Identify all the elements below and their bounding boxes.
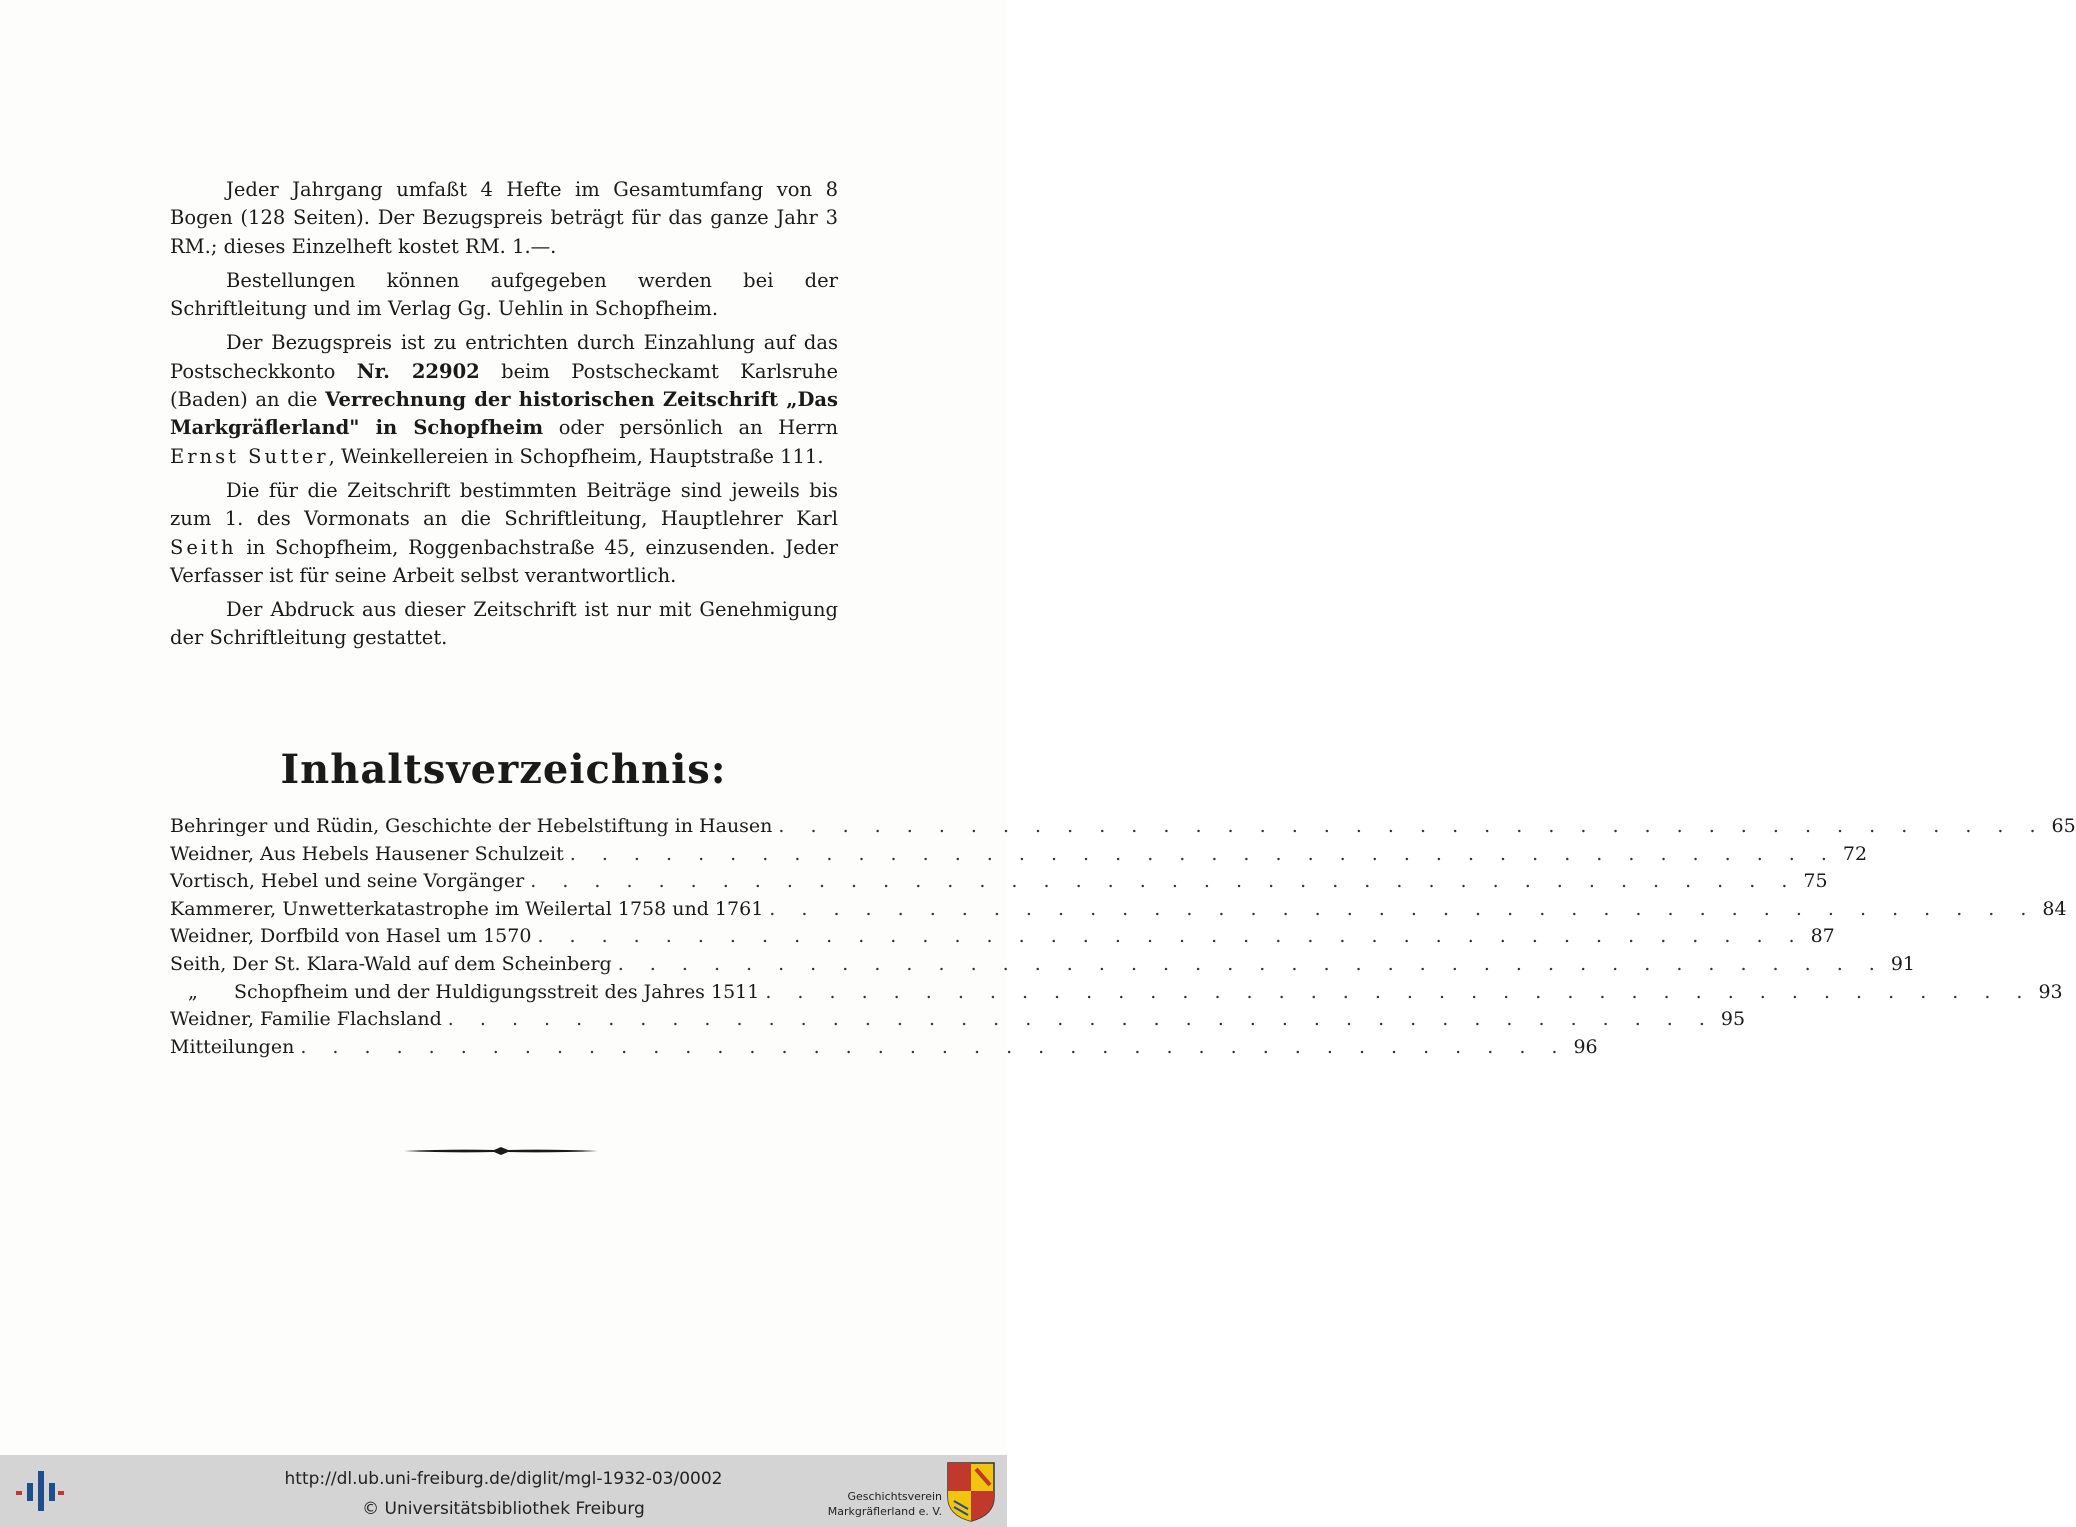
toc-page-number: 95: [1720, 1008, 1746, 1031]
copyright-text: © Universitätsbibliothek Freiburg: [362, 1499, 645, 1519]
toc-page-number: 65: [2051, 815, 2076, 837]
paragraph-subscription: Jeder Jahrgang umfaßt 4 Hefte im Gesamtumfang von 8 Bogen (128 Seiten). Der Bezugspreis beträgt für das ganze Jahr 3 RM.; dieses Einzelheft kostet RM. 1.—.: [170, 178, 838, 258]
paragraph-payment: [170, 329, 838, 470]
toc-entry-title: [170, 1036, 294, 1058]
toc-entry: [170, 842, 1868, 871]
table-of-contents: [170, 815, 2076, 1063]
markgraeflerland-crest-icon[interactable]: [946, 1461, 996, 1523]
toc-page-number: 96: [1573, 1035, 1598, 1058]
payment-text-g: , Weinkellereien in Schopfheim, Hauptstraße 111.: [328, 444, 824, 468]
toc-entry-title: [170, 843, 564, 865]
toc-entry: [170, 1035, 1598, 1064]
toc-entry-text: Weidner, Aus Hebels Hausener Schulzeit: [170, 842, 564, 865]
toc-entry-text: Weidner, Familie Flachsland: [170, 1008, 442, 1031]
paragraph-contributions: [170, 477, 838, 590]
payment-text-c: beim Postscheckamt Karlsruhe (Baden) an die: [170, 359, 839, 412]
society-line-2: Markgräflerland e. V.: [827, 1505, 942, 1518]
toc-title: Inhaltsverzeichnis:: [280, 746, 727, 793]
toc-entry-title: [170, 898, 763, 920]
toc-page-number: 93: [2038, 980, 2063, 1003]
toc-leader-dots: . . . . . . . . . . . . . . . . . . . . . . . . . . . . . . . . . . . . . . . .: [447, 1008, 1715, 1031]
toc-page-number: 87: [1810, 925, 1835, 948]
contrib-text-a: Die für die Zeitschrift bestimmten Beiträge sind jeweils bis zum 1. des Vormonats an die Schriftleitung, Hauptlehrer Karl: [170, 478, 838, 531]
toc-entry: [170, 980, 2063, 1009]
imprint-text: [170, 176, 838, 659]
footer-bar: [0, 1455, 1007, 1527]
toc-entry-title: [170, 981, 759, 1003]
toc-entry: [170, 925, 1835, 953]
divider-ornament-icon: [404, 1145, 598, 1157]
toc-entry: [170, 952, 1916, 981]
toc-entry-text: Seith, Der St. Klara-Wald auf dem Scheinberg: [170, 952, 612, 975]
toc-entry-title: [170, 953, 612, 975]
contrib-text-c: in Schopfheim, Roggenbachstraße 45, einzusenden. Jeder Verfasser ist für seine Arbeit selbst verantwortlich.: [170, 535, 839, 587]
toc-entry-text: Schopfheim und der Huldigungsstreit des Jahres 1511: [234, 980, 760, 1003]
toc-page-number: 75: [1803, 870, 1828, 893]
payment-text-e: oder persönlich an Herrn: [558, 416, 839, 440]
toc-entry-text: Vortisch, Hebel und seine Vorgänger: [170, 870, 525, 893]
toc-leader-dots: . . . . . . . . . . . . . . . . . . . . . . . . . . . . . . . . . . . . . . . .: [537, 925, 1805, 948]
toc-entry-title: [170, 815, 772, 837]
toc-entry-title: [170, 1008, 442, 1030]
toc-entry: [170, 897, 2067, 926]
toc-entry-title: [170, 870, 524, 892]
paragraph-orders: Bestellungen können aufgegeben werden bei der Schriftleitung und im Verlag Gg. Uehlin in Schopfheim.: [170, 268, 838, 321]
toc-entry-text: Mitteilungen: [170, 1035, 295, 1058]
toc-leader-dots: . . . . . . . . . . . . . . . . . . . . . . . . . . . . . . . . . . . . . . . .: [530, 870, 1798, 893]
toc-leader-dots: . . . . . . . . . . . . . . . . . . . . . . . . . . . . . . . . . . . . . . . .: [300, 1035, 1568, 1058]
toc-entry: [170, 815, 2076, 843]
toc-leader-dots: . . . . . . . . . . . . . . . . . . . . . . . . . . . . . . . . . . . . . . . .: [769, 897, 2037, 920]
payee-name: Verrechnung der historischen Zeitschrift „Das Markgräflerland" in Schopfheim: [170, 388, 839, 440]
toc-entry-text: Behringer und Rüdin, Geschichte der Hebelstiftung in Hausen: [170, 815, 773, 837]
toc-entry-text: Weidner, Dorfbild von Hasel um 1570: [170, 925, 532, 948]
toc-leader-dots: . . . . . . . . . . . . . . . . . . . . . . . . . . . . . . . . . . . . . . . .: [569, 842, 1837, 865]
editor-name: Seith: [170, 535, 237, 559]
toc-leader-dots: . . . . . . . . . . . . . . . . . . . . . . . . . . . . . . . . . . . . . . . .: [778, 815, 2046, 837]
contact-name: Ernst Sutter: [170, 444, 329, 468]
toc-page-number: 72: [1842, 842, 1868, 865]
toc-entry: [170, 1008, 1746, 1036]
toc-page-number: 84: [2042, 897, 2067, 920]
toc-leader-dots: . . . . . . . . . . . . . . . . . . . . . . . . . . . . . . . . . . . . . . . .: [617, 952, 1885, 975]
society-name: [812, 1489, 942, 1519]
toc-page-number: 91: [1890, 952, 1916, 975]
toc-entry: [170, 870, 1828, 898]
society-line-1: Geschichtsverein: [847, 1490, 942, 1503]
toc-entry-text: Kammerer, Unwetterkatastrophe im Weilertal 1758 und 1761: [170, 897, 764, 920]
toc-leader-dots: . . . . . . . . . . . . . . . . . . . . . . . . . . . . . . . . . . . . . . . .: [765, 980, 2033, 1003]
account-number: Nr. 22902: [356, 359, 480, 383]
toc-entry-title: [170, 925, 531, 947]
payment-text-a: Der Bezugspreis ist zu entrichten durch Einzahlung auf das Postscheckkonto: [170, 331, 838, 383]
toc-ditto-mark: „: [188, 980, 198, 1003]
paragraph-reprint: Der Abdruck aus dieser Zeitschrift ist nur mit Genehmigung der Schriftleitung gestattet.: [170, 598, 838, 650]
page-url-link[interactable]: http://dl.ub.uni-freiburg.de/diglit/mgl-1932-03/0002: [284, 1469, 723, 1489]
